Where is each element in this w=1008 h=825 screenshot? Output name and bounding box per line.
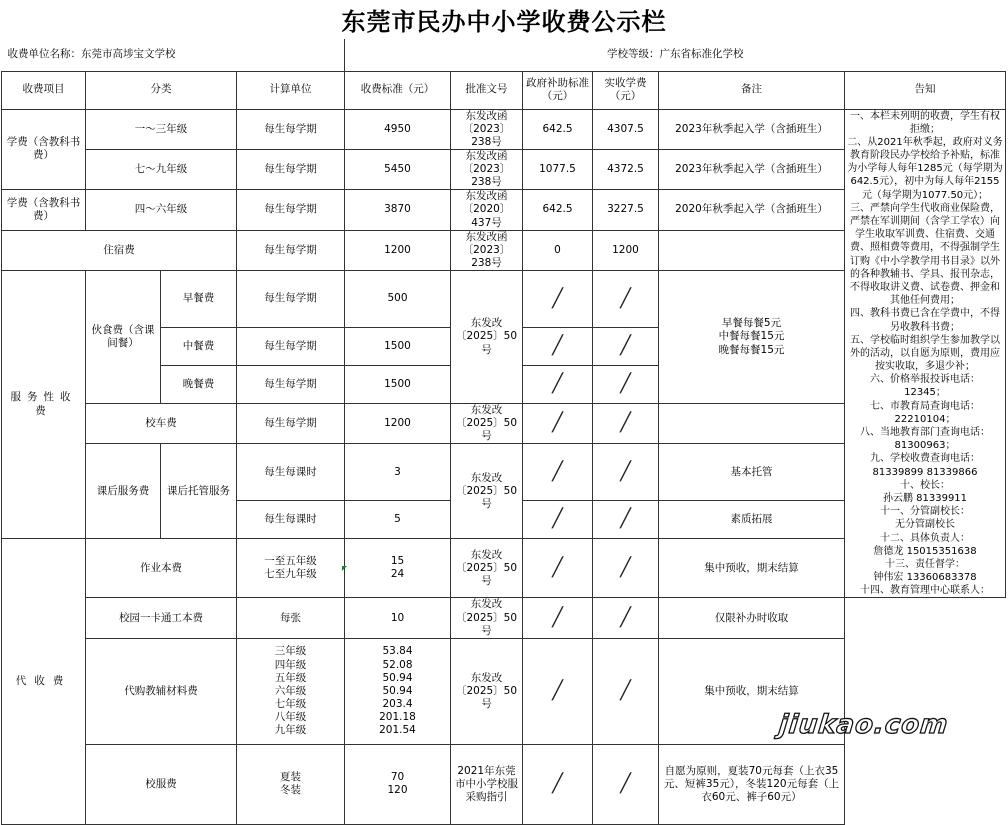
notice-line: 五、学校临时组织学生参加教学以外的活动，以自愿为原则，费用应按实收取，多退少补； <box>850 334 1000 373</box>
empty-slash: ╱ <box>593 327 659 365</box>
watermark-logo: jiukao.com <box>777 710 950 740</box>
standard-cell: 3870 <box>345 190 451 230</box>
remark-cell: 自愿为原则，夏装70元每套（上衣35元、短裤35元），冬装120元每套（上衣60元、裤子60元） <box>659 744 845 824</box>
category-cell: 七～九年级 <box>86 149 237 189</box>
notice-line: 十二、具体负责人： 詹德龙 15015351638 <box>873 532 977 557</box>
standard-cell: 1500 <box>345 327 451 365</box>
approval-cell: 东发改函〔2023〕238号 <box>451 230 523 270</box>
unit-cell: 三年级 四年级 五年级 六年级 七年级 八年级 九年级 <box>237 638 345 744</box>
header-item: 收费项目 <box>2 71 86 109</box>
remark-cell: 2023年秋季起入学（含插班生） <box>659 149 845 189</box>
empty-slash: ╱ <box>523 501 593 539</box>
notice-line: 七、市教育局查询电话： 22210104； <box>870 400 980 425</box>
empty-slash: ╱ <box>593 365 659 403</box>
meal-label: 伙食费（含课间餐） <box>86 271 161 404</box>
notice-line: 四、教科书费已含在学费中，不得另收教科书费； <box>850 308 1000 333</box>
header-actual: 实收学费（元） <box>593 71 659 109</box>
books-label: 代购教辅材料费 <box>86 638 237 744</box>
approval-cell: 东发改〔2025〕50号 <box>451 598 523 638</box>
notice-line: 九、学校收费查询电话： 81339899 81339866 <box>870 453 980 478</box>
notice-line: 三、严禁向学生代收商业保险费，严禁在军训期间（含学工学农）向学生收取军训费、住宿费、交通费、照相费等费用，不得强制学生订购《中小学教学用书目录》以外的各种教辅书、学具、报刊杂志，不得收取讲义费、试卷费、押金和其他任何费用； <box>850 202 1000 307</box>
approval-cell: 东发改函〔2023〕238号 <box>451 149 523 189</box>
standard-cell: 4950 <box>345 109 451 149</box>
page-title: 东莞市民办中小学收费公示栏 <box>341 6 667 36</box>
workbook-label: 作业本费 <box>86 539 237 598</box>
standard-cell: 1500 <box>345 365 451 403</box>
approval-cell: 东发改函〔2020〕437号 <box>451 190 523 230</box>
tuition-label: 学费（含教科书费） <box>2 109 86 190</box>
tuition-label: 学费（含教科书费） <box>2 190 86 230</box>
actual-cell: 4372.5 <box>593 149 659 189</box>
service-label: 服务性收费 <box>2 271 86 539</box>
header-approval: 批准文号 <box>451 71 523 109</box>
bus-label: 校车费 <box>86 403 237 443</box>
cell-comment-marker <box>342 566 347 571</box>
approval-cell: 东发改〔2025〕50号 <box>451 638 523 744</box>
subsidy-cell: 1077.5 <box>523 149 593 189</box>
approval-cell: 东发改〔2025〕50号 <box>451 271 523 404</box>
notice-line: 一、本栏未列明的收费，学生有权拒缴； <box>850 110 1000 135</box>
notice-line: 六、价格举报投诉电话： 12345； <box>870 374 980 399</box>
notice-column <box>845 109 1006 598</box>
actual-cell: 3227.5 <box>593 190 659 230</box>
meal-name: 晚餐费 <box>161 365 237 403</box>
notice-line: 二、从2021年秋季起，政府对义务教育阶段民办学校给予补贴，标准为小学每人每年1285元（每学期为642.5元），初中为每人每年2155元（每学期为1077.50元）； <box>847 136 1003 201</box>
empty-slash: ╱ <box>593 598 659 638</box>
empty-slash: ╱ <box>523 327 593 365</box>
empty-slash: ╱ <box>523 365 593 403</box>
header-standard: 收费标准（元） <box>345 71 451 109</box>
standard-cell: 15 24 <box>345 539 451 598</box>
notice-line: 八、当地教育部门查询电话： 81300963； <box>860 427 990 452</box>
subsidy-cell: 642.5 <box>523 109 593 149</box>
empty-slash: ╱ <box>523 271 593 328</box>
unit-cell: 夏装 冬装 <box>237 744 345 824</box>
unit-cell: 每生每学期 <box>237 403 345 443</box>
remark-cell: 2020年秋季起入学（含插班生） <box>659 190 845 230</box>
unit-cell: 每生每学期 <box>237 149 345 189</box>
header-category: 分类 <box>86 71 237 109</box>
standard-cell: 5 <box>345 501 451 539</box>
table-row <box>2 744 1006 824</box>
notice-line: 十四、教育管理中心联系人： <box>860 585 990 597</box>
standard-cell: 1200 <box>345 230 451 270</box>
standard-cell: 1200 <box>345 403 451 443</box>
empty-slash: ╱ <box>593 444 659 501</box>
standard-cell: 3 <box>345 444 451 501</box>
notice-line: 十三、责任督学： 钟伟宏 13360683378 <box>873 558 977 584</box>
empty-slash: ╱ <box>593 403 659 443</box>
subsidy-cell: 0 <box>523 230 593 270</box>
card-label: 校园一卡通工本费 <box>86 598 237 638</box>
standard-cell: 10 <box>345 598 451 638</box>
table-row <box>2 598 1006 638</box>
uniform-label: 校服费 <box>86 744 237 824</box>
empty-slash: ╱ <box>523 638 593 744</box>
notice-line: 十、校长： 孙云鹏 81339911 <box>882 479 968 504</box>
header-unit: 计算单位 <box>237 71 345 109</box>
afterschool-sub: 课后托管服务 <box>161 444 237 539</box>
subsidy-cell: 642.5 <box>523 190 593 230</box>
empty-slash: ╱ <box>593 501 659 539</box>
header-notice: 告知 <box>845 71 1006 109</box>
header-subsidy: 政府补助标准（元） <box>523 71 593 109</box>
unit-cell: 每生每学期 <box>237 327 345 365</box>
fee-table <box>1 39 1006 825</box>
remark-cell <box>659 230 845 270</box>
approval-cell: 东发改〔2025〕50号 <box>451 539 523 598</box>
standard-cell: 500 <box>345 271 451 328</box>
agency-label: 代收费 <box>2 539 86 825</box>
approval-cell: 2021年东莞市中小学校服采购指引 <box>451 744 523 824</box>
info-row <box>2 39 1006 71</box>
remark-cell: 基本托管 <box>659 444 845 501</box>
empty-slash: ╱ <box>593 539 659 598</box>
remark-cell: 集中预收，期末结算 <box>659 638 845 744</box>
unit-cell: 每生每学期 <box>237 365 345 403</box>
unit-cell: 每生每学期 <box>237 109 345 149</box>
empty-slash: ╱ <box>593 271 659 328</box>
empty-slash: ╱ <box>523 539 593 598</box>
standard-cell: 70 120 <box>345 744 451 824</box>
unit-cell: 一至五年级 七至九年级 <box>237 539 345 598</box>
unit-cell: 每生每课时 <box>237 501 345 539</box>
actual-cell: 1200 <box>593 230 659 270</box>
empty-slash: ╱ <box>593 744 659 824</box>
unit-cell: 每生每学期 <box>237 271 345 328</box>
header-remark: 备注 <box>659 71 845 109</box>
school-grade: 学校等级：广东省标准化学校 <box>345 39 1006 71</box>
remark-cell: 集中预收，期末结算 <box>659 539 845 598</box>
approval-cell: 东发改〔2025〕50号 <box>451 403 523 443</box>
standard-cell: 5450 <box>345 149 451 189</box>
meal-name: 早餐费 <box>161 271 237 328</box>
remark-cell: 素质拓展 <box>659 501 845 539</box>
header-row <box>2 71 1006 109</box>
empty-slash: ╱ <box>593 638 659 744</box>
remark-cell <box>659 403 845 443</box>
unit-cell: 每张 <box>237 598 345 638</box>
meal-name: 中餐费 <box>161 327 237 365</box>
empty-slash: ╱ <box>523 744 593 824</box>
remark-cell: 2023年秋季起入学（含插班生） <box>659 109 845 149</box>
standard-cell: 53.84 52.08 50.94 50.94 203.4 201.18 201.54 <box>345 638 451 744</box>
accommodation-label: 住宿费 <box>2 230 237 270</box>
empty-slash: ╱ <box>523 403 593 443</box>
unit-cell: 每生每学期 <box>237 190 345 230</box>
category-cell: 四～六年级 <box>86 190 237 230</box>
meal-remark: 早餐每餐5元 中餐每餐15元 晚餐每餐15元 <box>659 271 845 404</box>
approval-cell: 东发改〔2025〕50号 <box>451 444 523 539</box>
approval-cell: 东发改函〔2023〕238号 <box>451 109 523 149</box>
category-cell: 一～三年级 <box>86 109 237 149</box>
unit-name: 收费单位名称：东莞市高埗宝文学校 <box>2 39 345 71</box>
remark-cell: 仅限补办时收取 <box>659 598 845 638</box>
table-row <box>2 109 1006 149</box>
unit-cell: 每生每课时 <box>237 444 345 501</box>
notice-line: 十一、分管副校长： 无分管副校长 <box>880 506 970 531</box>
afterschool-label: 课后服务费 <box>86 444 161 539</box>
empty-slash: ╱ <box>523 444 593 501</box>
empty-slash: ╱ <box>523 598 593 638</box>
unit-cell: 每生每学期 <box>237 230 345 270</box>
actual-cell: 4307.5 <box>593 109 659 149</box>
